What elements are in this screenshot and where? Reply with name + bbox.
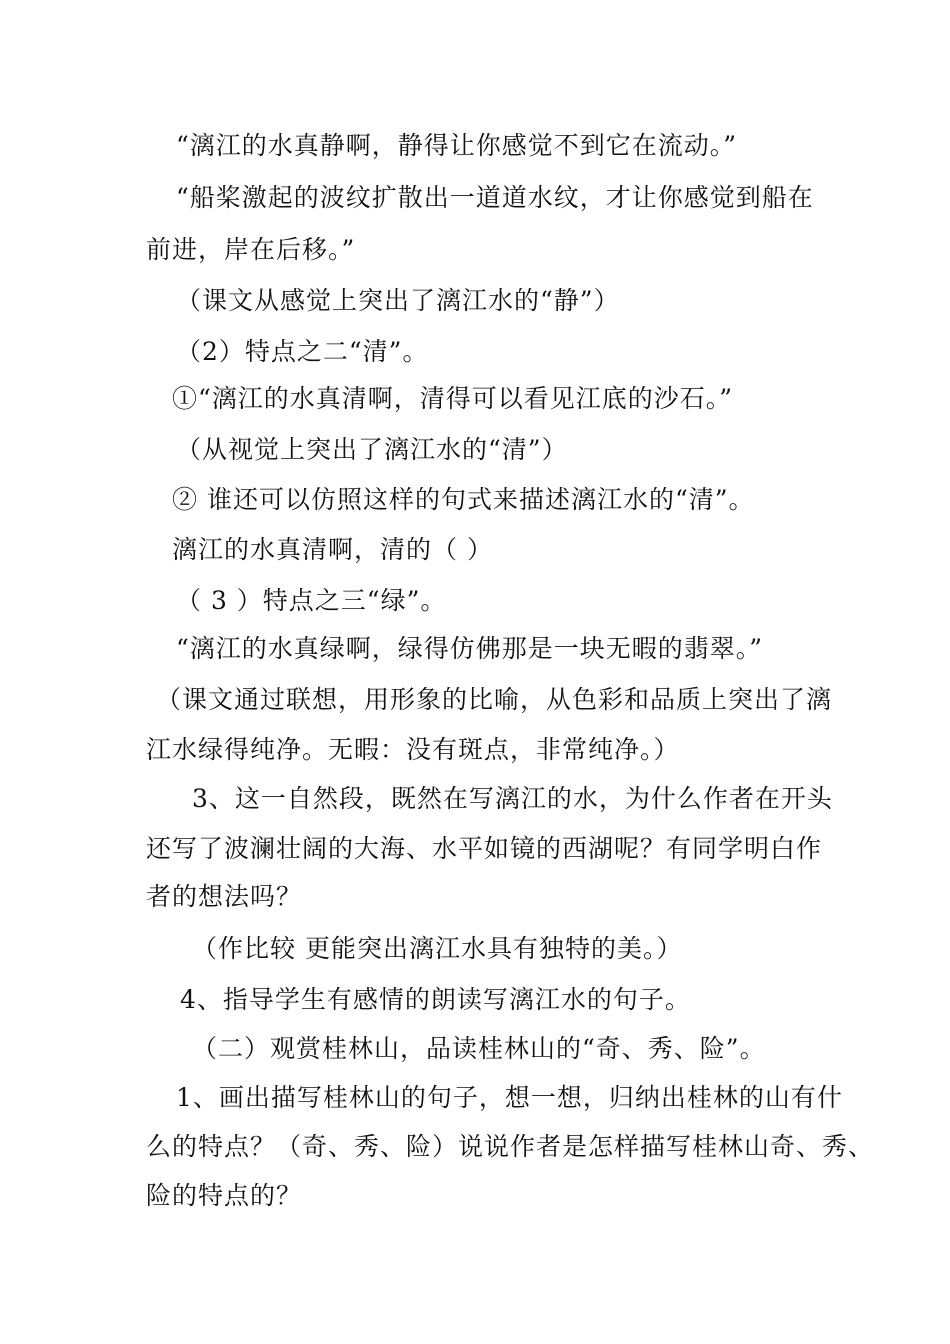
paragraph-line: ② 谁还可以仿照这样的句式来描述漓江水的“清”。	[172, 485, 755, 514]
paragraph-line: （2）特点之二“清”。	[176, 337, 429, 366]
paragraph-line: “漓江的水真绿啊，绿得仿佛那是一块无暇的翡翠。”	[176, 634, 764, 663]
paragraph-line: 者的想法吗？	[146, 882, 303, 911]
paragraph-line: （课文通过联想，用形象的比喻，从色彩和品质上突出了漓	[156, 685, 833, 714]
paragraph-line: ①“漓江的水真清啊，清得可以看见江底的沙石。”	[172, 384, 734, 413]
paragraph-line: 4、指导学生有感情的朗读写漓江水的句子。	[180, 985, 691, 1014]
paragraph-line: 前进，岸在后移。”	[146, 235, 356, 264]
paragraph-line: （ 3 ）特点之三“绿”。	[176, 586, 447, 615]
paragraph-line: 么的特点？（奇、秀、险）说说作者是怎样描写桂林山奇、秀、	[146, 1132, 875, 1161]
paragraph-line: “漓江的水真静啊，静得让你感觉不到它在流动。”	[176, 131, 738, 160]
section-heading: （二）观赏桂林山，品读桂林山的“奇、秀、险”。	[192, 1034, 766, 1063]
paragraph-line: 险的特点的？	[146, 1181, 303, 1210]
paragraph-line: （从视觉上突出了漓江水的“清”）	[176, 435, 568, 464]
paragraph-line: （作比较 更能突出漓江水具有独特的美。）	[192, 934, 683, 963]
paragraph-line: 3、这一自然段，既然在写漓江的水，为什么作者在开头	[192, 784, 833, 813]
paragraph-line: 江水绿得纯净。无暇：没有斑点，非常纯净。）	[146, 735, 680, 764]
paragraph-line: “船桨激起的波纹扩散出一道道水纹，才让你感觉到船在	[176, 183, 814, 212]
paragraph-line: 还写了波澜壮阔的大海、水平如镜的西湖呢？有同学明白作	[146, 834, 823, 863]
paragraph-line: 1、画出描写桂林山的句子，想一想，归纳出桂林的山有什	[176, 1083, 843, 1112]
fill-in-line: 漓江的水真清啊，清的（ ）	[172, 535, 493, 564]
paragraph-line: （课文从感觉上突出了漓江水的“静”）	[176, 286, 620, 315]
